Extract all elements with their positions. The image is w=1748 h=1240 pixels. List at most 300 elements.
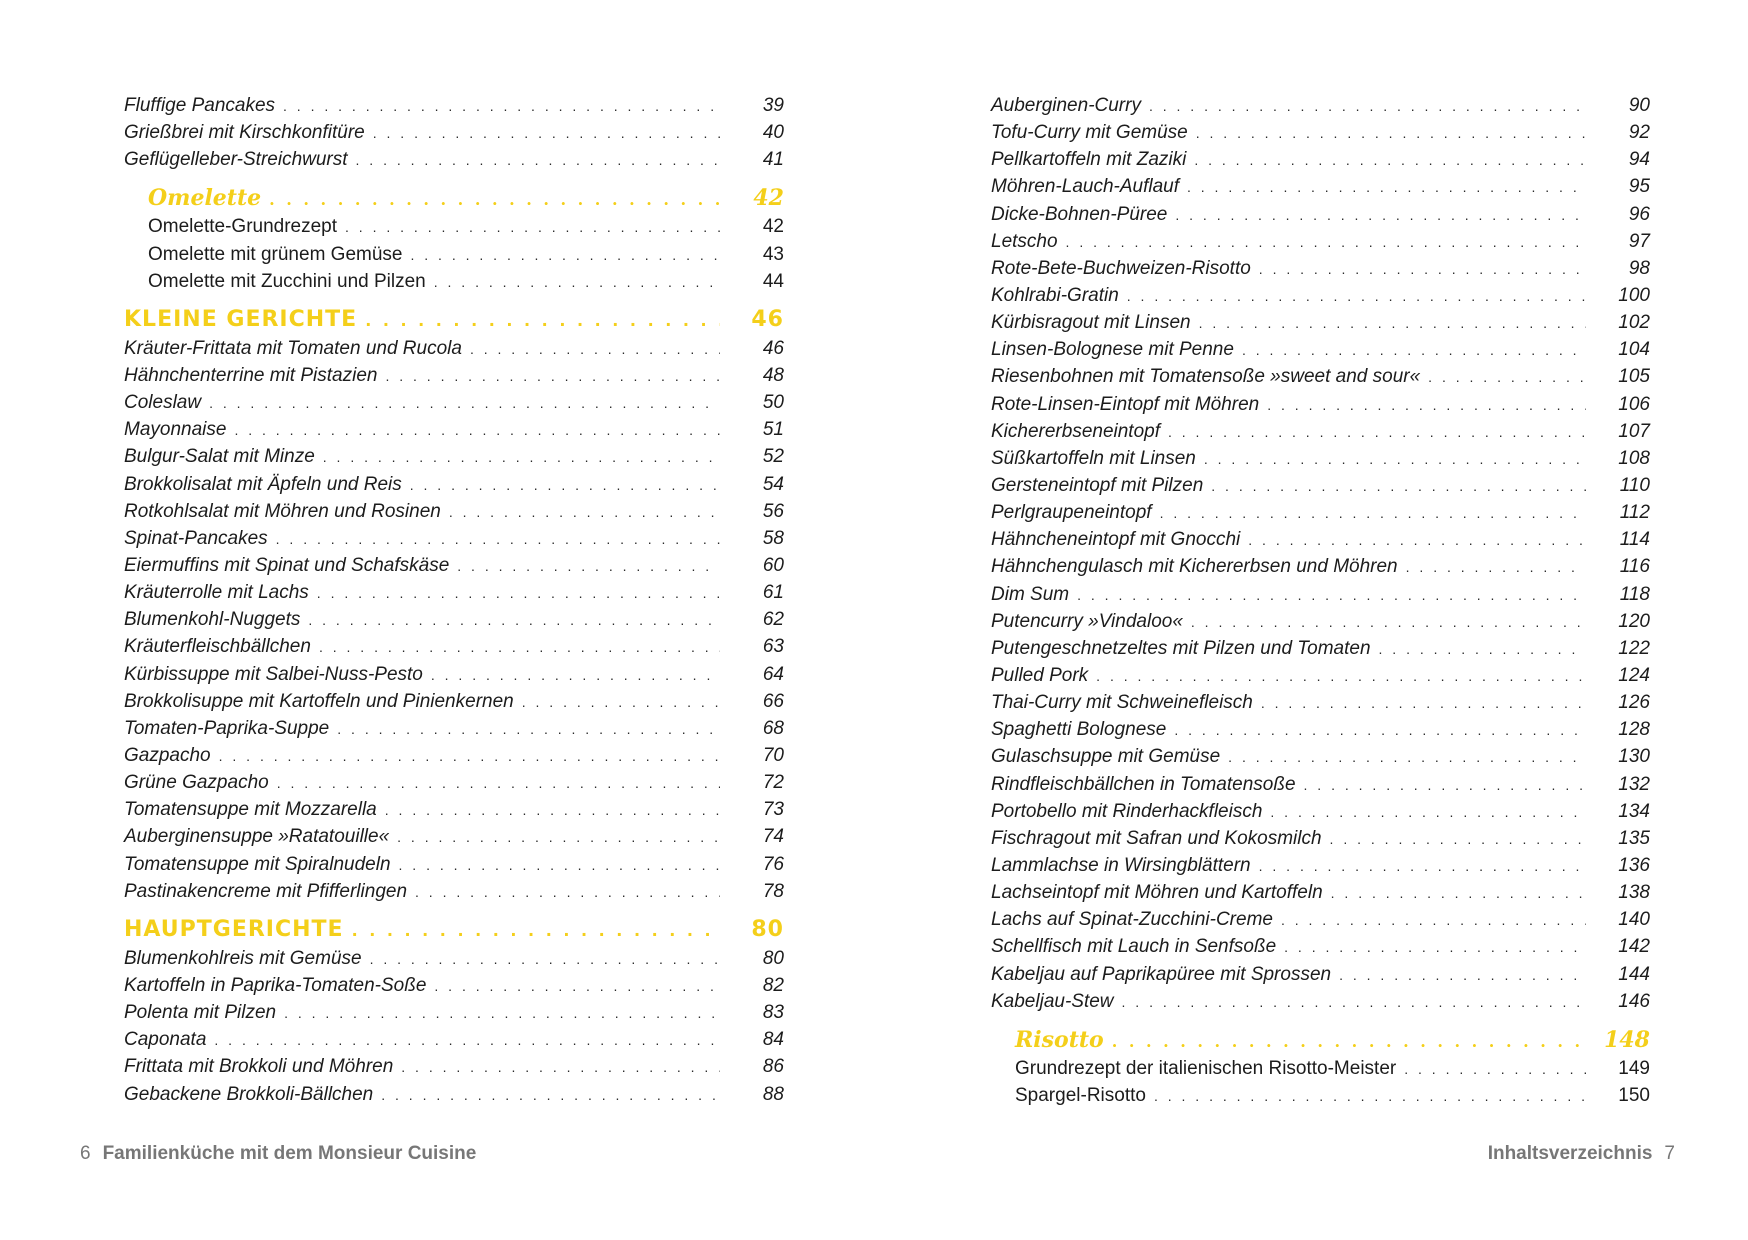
- section-title: Inhaltsverzeichnis: [1487, 1143, 1653, 1164]
- toc-entry-page: 107: [1618, 420, 1650, 442]
- toc-entry-title: Dicke-Bohnen-Püree: [991, 203, 1168, 225]
- toc-entry-page: 63: [762, 636, 784, 658]
- toc-subentry: [991, 1055, 1650, 1082]
- toc-entry-title: Kabeljau auf Paprikapüree mit Sprossen: [991, 963, 1332, 985]
- toc-entry-page: 114: [1619, 529, 1650, 551]
- toc-leader-dots: [434, 269, 720, 296]
- toc-entry: [124, 552, 784, 579]
- toc-entry: [991, 173, 1650, 200]
- toc-entry-page: 112: [1619, 502, 1650, 524]
- toc-entry-title: Omelette mit grünem Gemüse: [148, 243, 403, 265]
- toc-entry: [124, 525, 784, 552]
- toc-entry-page: 60: [762, 554, 784, 576]
- toc-entry-title: Kichererbseneintopf: [991, 420, 1160, 442]
- toc-entry-page: 108: [1618, 447, 1650, 469]
- toc-entry: [991, 961, 1650, 988]
- toc-leader-dots: [1194, 147, 1586, 174]
- footer-left: [80, 1143, 476, 1165]
- toc-leader-dots: [337, 716, 720, 743]
- toc-entry: [124, 443, 784, 470]
- toc-leader-dots: [431, 662, 720, 689]
- toc-entry-title: Rote-Bete-Buchweizen-Risotto: [991, 257, 1251, 279]
- toc-entry: [124, 633, 784, 660]
- toc-leader-dots: [1199, 310, 1586, 337]
- toc-entry-title: Tomatensuppe mit Spiralnudeln: [124, 853, 391, 875]
- toc-leader-dots: [284, 1000, 720, 1027]
- toc-entry: [991, 689, 1650, 716]
- toc-entry: [124, 796, 784, 823]
- toc-leader-dots: [1330, 826, 1586, 853]
- toc-entry: [991, 581, 1650, 608]
- toc-entry-title: Rotkohlsalat mit Möhren und Rosinen: [124, 500, 441, 522]
- toc-entry-page: 134: [1618, 800, 1650, 822]
- toc-leader-dots: [345, 214, 720, 241]
- toc-entry-page: 142: [1618, 936, 1650, 958]
- toc-entry: [124, 769, 784, 796]
- toc-leader-dots: [1187, 174, 1586, 201]
- toc-leader-dots: [352, 916, 720, 946]
- toc-entry-title: Lammlachse in Wirsingblättern: [991, 854, 1251, 876]
- toc-leader-dots: [1259, 853, 1586, 880]
- toc-entry: [991, 526, 1650, 553]
- toc-entry-title: Kohlrabi-Gratin: [991, 284, 1119, 306]
- toc-entry-title: Tomaten-Paprika-Suppe: [124, 717, 330, 739]
- toc-leader-dots: [1191, 609, 1586, 636]
- toc-entry-page: 76: [762, 853, 784, 875]
- toc-leader-dots: [1304, 772, 1586, 799]
- toc-entry-page: 73: [762, 799, 784, 821]
- toc-entry-page: 110: [1619, 474, 1650, 496]
- toc-leader-dots: [1281, 907, 1586, 934]
- toc-entry-page: 150: [1618, 1084, 1650, 1106]
- toc-leader-dots: [1339, 962, 1586, 989]
- toc-leader-dots: [397, 824, 720, 851]
- toc-leader-dots: [269, 185, 720, 215]
- toc-entry: [124, 1026, 784, 1053]
- toc-entry-title: Kräuterfleischbällchen: [124, 636, 311, 658]
- toc-leader-dots: [1331, 880, 1586, 907]
- toc-entry-title: Grüne Gazpacho: [124, 772, 269, 794]
- toc-leader-dots: [1096, 663, 1586, 690]
- toc-leader-dots: [1174, 717, 1586, 744]
- toc-entry: [124, 579, 784, 606]
- toc-leader-dots: [365, 306, 720, 336]
- toc-entry-title: Lachseintopf mit Möhren und Kartoffeln: [991, 882, 1323, 904]
- toc-section-title: HAUPTGERICHTE: [124, 916, 344, 942]
- toc-section-heading: [124, 305, 784, 335]
- toc-leader-dots: [401, 1054, 720, 1081]
- toc-entry-title: Kräuter-Frittata mit Tomaten und Rucola: [124, 337, 462, 359]
- toc-entry-page: 40: [762, 122, 784, 144]
- toc-leader-dots: [385, 363, 720, 390]
- toc-entry-page: 56: [762, 500, 784, 522]
- toc-entry-title: Omelette-Grundrezept: [148, 216, 338, 238]
- toc-entry-page: 130: [1618, 746, 1650, 768]
- toc-entry-title: Brokkolisuppe mit Kartoffeln und Pinienkernen: [124, 690, 514, 712]
- toc-entry-page: 83: [762, 1002, 784, 1024]
- toc-entry-title: Möhren-Lauch-Auflauf: [991, 176, 1179, 198]
- toc-entry-page: 104: [1618, 339, 1650, 361]
- toc-entry-page: 41: [762, 149, 784, 171]
- toc-entry-title: Pastinakencreme mit Pfifferlingen: [124, 880, 408, 902]
- toc-entry-page: 84: [762, 1029, 784, 1051]
- toc-entry-page: 68: [762, 717, 784, 739]
- toc-leader-dots: [1406, 554, 1586, 581]
- toc-entry-page: 70: [762, 744, 784, 766]
- toc-entry: [991, 418, 1650, 445]
- toc-right-column: [991, 92, 1650, 1109]
- page-number-right: 7: [1664, 1143, 1675, 1164]
- toc-leader-dots: [1204, 446, 1586, 473]
- toc-entry-page: 66: [762, 690, 784, 712]
- toc-entry-title: Kürbissuppe mit Salbei-Nuss-Pesto: [124, 663, 423, 685]
- toc-entry: [124, 878, 784, 905]
- toc-leader-dots: [277, 770, 720, 797]
- toc-entry: [991, 201, 1650, 228]
- toc-entry-title: Fischragout mit Safran und Kokosmilch: [991, 827, 1322, 849]
- toc-subentry: [991, 1082, 1650, 1109]
- toc-subsection-heading: [991, 1025, 1650, 1055]
- toc-entry: [991, 553, 1650, 580]
- toc-entry: [991, 771, 1650, 798]
- toc-leader-dots: [1154, 1083, 1586, 1110]
- toc-entry-title: Auberginen-Curry: [991, 95, 1141, 116]
- toc-entry: [991, 472, 1650, 499]
- toc-leader-dots: [276, 526, 720, 553]
- toc-entry-title: Spargel-Risotto: [1015, 1084, 1146, 1106]
- toc-leader-dots: [434, 973, 720, 1000]
- toc-leader-dots: [308, 607, 720, 634]
- toc-entry: [991, 906, 1650, 933]
- toc-entry: [124, 715, 784, 742]
- toc-entry-title: Putengeschnetzeltes mit Pilzen und Tomaten: [991, 637, 1371, 659]
- toc-entry-page: 80: [762, 947, 784, 969]
- toc-entry: [991, 499, 1650, 526]
- toc-leader-dots: [1404, 1056, 1586, 1083]
- toc-entry: [991, 228, 1650, 255]
- toc-leader-dots: [1428, 364, 1586, 391]
- toc-leader-dots: [1122, 989, 1586, 1016]
- toc-entry-page: 144: [1618, 963, 1650, 985]
- toc-entry: [124, 92, 784, 119]
- toc-entry: [124, 742, 784, 769]
- toc-subsection-page: 148: [1604, 1026, 1650, 1053]
- toc-entry-page: 138: [1618, 882, 1650, 904]
- toc-section-title: KLEINE GERICHTE: [124, 306, 358, 332]
- toc-entry-title: Spaghetti Bolognese: [991, 719, 1167, 741]
- toc-entry-title: Pellkartoffeln mit Zaziki: [991, 149, 1187, 171]
- toc-entry-title: Linsen-Bolognese mit Penne: [991, 339, 1234, 361]
- toc-entry: [124, 1053, 784, 1080]
- toc-entry: [991, 608, 1650, 635]
- toc-entry: [124, 416, 784, 443]
- toc-entry-page: 62: [762, 609, 784, 631]
- toc-entry-title: Tofu-Curry mit Gemüse: [991, 122, 1188, 144]
- toc-leader-dots: [1168, 419, 1586, 446]
- toc-entry: [991, 662, 1650, 689]
- toc-entry-title: Kräuterrolle mit Lachs: [124, 582, 309, 604]
- toc-entry-title: Spinat-Pancakes: [124, 527, 268, 549]
- toc-entry-page: 52: [762, 446, 784, 468]
- toc-entry-title: Lachs auf Spinat-Zucchini-Creme: [991, 909, 1273, 931]
- toc-entry-title: Kartoffeln in Paprika-Tomaten-Soße: [124, 974, 427, 996]
- toc-entry-page: 54: [762, 473, 784, 495]
- toc-entry-page: 50: [762, 392, 784, 414]
- toc-entry-title: Putencurry »Vindaloo«: [991, 610, 1183, 632]
- toc-leader-dots: [214, 1027, 720, 1054]
- toc-entry-page: 58: [762, 527, 784, 549]
- toc-entry-title: Hähncheneintopf mit Gnocchi: [991, 529, 1241, 551]
- toc-entry-title: Frittata mit Brokkoli und Möhren: [124, 1056, 394, 1078]
- toc-entry-page: 122: [1618, 637, 1650, 659]
- toc-entry: [124, 823, 784, 850]
- toc-section-page: 46: [751, 306, 784, 332]
- toc-entry-title: Thai-Curry mit Schweinefleisch: [991, 692, 1253, 714]
- toc-entry-title: Schellfisch mit Lauch in Senfsoße: [991, 936, 1277, 958]
- toc-entry: [124, 119, 784, 146]
- toc-leader-dots: [1259, 256, 1586, 283]
- toc-entry-page: 105: [1618, 366, 1650, 388]
- toc-entry: [991, 119, 1650, 146]
- toc-entry-title: Gersteneintopf mit Pilzen: [991, 474, 1204, 496]
- toc-entry-title: Dim Sum: [991, 583, 1070, 605]
- toc-entry-page: 95: [1628, 176, 1650, 198]
- toc-leader-dots: [209, 390, 720, 417]
- toc-leader-dots: [317, 580, 720, 607]
- toc-entry-page: 72: [762, 772, 784, 794]
- toc-leader-dots: [373, 120, 720, 147]
- toc-entry: [991, 635, 1650, 662]
- toc-entry: [991, 255, 1650, 282]
- toc-entry-title: Fluffige Pancakes: [124, 95, 276, 116]
- toc-leader-dots: [1077, 582, 1586, 609]
- footer-right: [1488, 1143, 1675, 1165]
- toc-leader-dots: [410, 472, 720, 499]
- toc-leader-dots: [1267, 392, 1586, 419]
- toc-leader-dots: [399, 852, 720, 879]
- toc-entry-page: 78: [762, 880, 784, 902]
- toc-entry-page: 135: [1618, 827, 1650, 849]
- toc-entry-page: 39: [762, 95, 784, 116]
- toc-entry: [991, 798, 1650, 825]
- toc-entry-page: 136: [1618, 854, 1650, 876]
- toc-entry-page: 48: [762, 364, 784, 386]
- toc-entry-page: 88: [762, 1083, 784, 1105]
- toc-entry-title: Hähnchenterrine mit Pistazien: [124, 364, 378, 386]
- toc-entry-page: 90: [1628, 95, 1650, 116]
- toc-leader-dots: [234, 417, 720, 444]
- toc-subentry: [124, 241, 784, 268]
- toc-leader-dots: [1228, 744, 1586, 771]
- toc-entry-title: Gebackene Brokkoli-Bällchen: [124, 1083, 374, 1105]
- toc-entry: [991, 146, 1650, 173]
- toc-entry: [124, 1081, 784, 1108]
- toc-subsection-title: Omelette: [148, 185, 262, 212]
- toc-entry-page: 51: [762, 419, 784, 441]
- toc-entry-page: 126: [1618, 692, 1650, 714]
- toc-entry: [124, 661, 784, 688]
- toc-entry-title: Eiermuffins mit Spinat und Schafskäse: [124, 554, 450, 576]
- toc-entry: [124, 498, 784, 525]
- toc-entry-title: Geflügelleber-Streichwurst: [124, 149, 348, 171]
- toc-entry-page: 82: [762, 974, 784, 996]
- toc-entry-title: Mayonnaise: [124, 419, 227, 441]
- toc-entry-title: Brokkolisalat mit Äpfeln und Reis: [124, 473, 402, 495]
- toc-entry: [991, 852, 1650, 879]
- toc-leader-dots: [1248, 527, 1586, 554]
- toc-entry: [124, 389, 784, 416]
- toc-leader-dots: [323, 444, 720, 471]
- toc-entry-page: 61: [762, 582, 784, 604]
- toc-entry-title: Riesenbohnen mit Tomatensoße »sweet and sour«: [991, 366, 1421, 388]
- toc-leader-dots: [410, 242, 720, 269]
- toc-leader-dots: [381, 1082, 720, 1109]
- toc-entry: [991, 716, 1650, 743]
- toc-subsection-heading: [124, 183, 784, 213]
- toc-entry-title: Süßkartoffeln mit Linsen: [991, 447, 1196, 469]
- toc-entry-page: 74: [762, 826, 784, 848]
- toc-entry: [991, 92, 1650, 119]
- toc-entry-page: 94: [1628, 149, 1650, 171]
- toc-entry-title: Bulgur-Salat mit Minze: [124, 446, 315, 468]
- toc-subentry: [124, 213, 784, 240]
- toc-section-heading: [124, 915, 784, 945]
- toc-leader-dots: [370, 946, 720, 973]
- toc-entry-title: Perlgraupeneintopf: [991, 502, 1152, 524]
- toc-entry-title: Auberginensuppe »Ratatouille«: [124, 826, 390, 848]
- toc-entry: [991, 933, 1650, 960]
- toc-subsection-page: 42: [753, 185, 784, 212]
- toc-entry: [991, 309, 1650, 336]
- toc-leader-dots: [1196, 120, 1586, 147]
- toc-entry: [124, 362, 784, 389]
- toc-entry-page: 97: [1628, 230, 1650, 252]
- toc-entry-page: 118: [1619, 583, 1650, 605]
- toc-leader-dots: [356, 147, 720, 174]
- toc-leader-dots: [1211, 473, 1586, 500]
- toc-entry-page: 64: [762, 663, 784, 685]
- toc-entry-title: Tomatensuppe mit Mozzarella: [124, 799, 377, 821]
- toc-entry: [124, 945, 784, 972]
- toc-entry-title: Grundrezept der italienischen Risotto-Meister: [1015, 1057, 1397, 1079]
- toc-entry-page: 146: [1618, 990, 1650, 1012]
- toc-entry-title: Kürbisragout mit Linsen: [991, 312, 1191, 334]
- toc-entry-title: Polenta mit Pilzen: [124, 1002, 277, 1024]
- toc-entry-page: 120: [1618, 610, 1650, 632]
- book-title: Familienküche mit dem Monsieur Cuisine: [102, 1143, 477, 1164]
- toc-entry-page: 92: [1628, 122, 1650, 144]
- toc-entry-page: 140: [1618, 909, 1650, 931]
- toc-entry-page: 132: [1618, 773, 1650, 795]
- page-number-left: 6: [80, 1143, 91, 1164]
- toc-entry: [991, 336, 1650, 363]
- toc-leader-dots: [1112, 1027, 1586, 1057]
- toc-entry-page: 128: [1618, 719, 1650, 741]
- toc-entry: [991, 363, 1650, 390]
- toc-entry-page: 46: [762, 337, 784, 359]
- toc-entry-page: 106: [1618, 393, 1650, 415]
- toc-leader-dots: [1379, 636, 1586, 663]
- toc-entry: [991, 743, 1650, 770]
- toc-leader-dots: [470, 336, 720, 363]
- toc-entry-title: Portobello mit Rinderhackfleisch: [991, 800, 1263, 822]
- toc-entry-title: Blumenkohlreis mit Gemüse: [124, 947, 362, 969]
- toc-entry: [991, 445, 1650, 472]
- toc-entry-page: 86: [762, 1056, 784, 1078]
- toc-subsection-title: Risotto: [1015, 1026, 1104, 1053]
- toc-leader-dots: [1242, 337, 1586, 364]
- toc-subentry: [124, 268, 784, 295]
- toc-leader-dots: [319, 634, 720, 661]
- toc-entry-title: Gulaschsuppe mit Gemüse: [991, 746, 1221, 768]
- toc-entry-title: Letscho: [991, 230, 1058, 252]
- toc-entry-title: Hähnchengulasch mit Kichererbsen und Möhren: [991, 556, 1398, 578]
- toc-leader-dots: [1127, 283, 1586, 310]
- toc-leader-dots: [415, 879, 720, 906]
- toc-entry-page: 44: [762, 270, 784, 292]
- toc-entry: [991, 988, 1650, 1015]
- toc-entry-page: 100: [1618, 284, 1650, 306]
- toc-leader-dots: [1270, 799, 1586, 826]
- toc-entry-title: Gazpacho: [124, 744, 211, 766]
- toc-leader-dots: [283, 93, 720, 120]
- toc-leader-dots: [522, 689, 720, 716]
- toc-entry: [991, 879, 1650, 906]
- toc-entry-page: 102: [1618, 312, 1650, 334]
- toc-entry-page: 124: [1618, 664, 1650, 686]
- toc-leader-dots: [1160, 500, 1586, 527]
- toc-leader-dots: [1066, 229, 1586, 256]
- toc-leader-dots: [1261, 690, 1586, 717]
- toc-entry: [124, 972, 784, 999]
- toc-leader-dots: [385, 797, 720, 824]
- toc-leader-dots: [219, 743, 720, 770]
- toc-entry-title: Caponata: [124, 1029, 207, 1051]
- toc-entry-title: Blumenkohl-Nuggets: [124, 609, 301, 631]
- toc-entry-page: 96: [1628, 203, 1650, 225]
- toc-entry-title: Omelette mit Zucchini und Pilzen: [148, 270, 426, 292]
- toc-entry: [124, 471, 784, 498]
- toc-section-page: 80: [751, 916, 784, 942]
- toc-entry: [124, 606, 784, 633]
- toc-entry-title: Coleslaw: [124, 392, 202, 414]
- toc-entry: [991, 825, 1650, 852]
- toc-entry-page: 42: [762, 216, 784, 238]
- toc-entry-page: 149: [1618, 1057, 1650, 1079]
- toc-entry-title: Rindfleischbällchen in Tomatensoße: [991, 773, 1296, 795]
- toc-entry-page: 98: [1628, 257, 1650, 279]
- toc-leader-dots: [457, 553, 720, 580]
- toc-leader-dots: [1284, 934, 1586, 961]
- toc-entry-title: Rote-Linsen-Eintopf mit Möhren: [991, 393, 1260, 415]
- toc-entry: [991, 282, 1650, 309]
- toc-leader-dots: [1149, 93, 1586, 120]
- toc-entry: [124, 335, 784, 362]
- toc-entry-page: 116: [1619, 556, 1650, 578]
- toc-leader-dots: [449, 499, 720, 526]
- toc-entry-page: 43: [762, 243, 784, 265]
- toc-entry: [124, 146, 784, 173]
- toc-leader-dots: [1175, 202, 1586, 229]
- toc-entry: [124, 688, 784, 715]
- toc-entry-title: Grießbrei mit Kirschkonfitüre: [124, 122, 365, 144]
- toc-entry-title: Kabeljau-Stew: [991, 990, 1114, 1012]
- toc-entry: [124, 999, 784, 1026]
- toc-left-column: [124, 92, 784, 1108]
- toc-entry: [991, 391, 1650, 418]
- toc-entry-title: Pulled Pork: [991, 664, 1089, 686]
- toc-entry: [124, 851, 784, 878]
